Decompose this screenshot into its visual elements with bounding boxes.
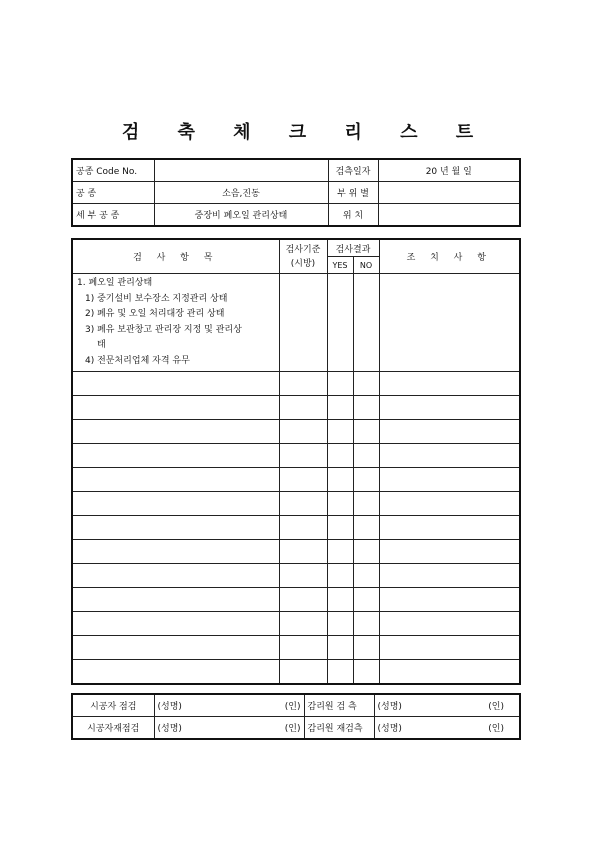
empty-cell[interactable]: [279, 540, 327, 564]
empty-cell[interactable]: [353, 444, 379, 468]
empty-cell[interactable]: [279, 444, 327, 468]
contractor-recheck-sign[interactable]: [154, 717, 304, 740]
name-label: (성명): [377, 724, 402, 734]
criteria-header-line2: (시방): [290, 258, 316, 269]
empty-cell[interactable]: [72, 540, 279, 564]
item-4: 4) 전문처리업체 자격 유무: [85, 355, 190, 366]
empty-cell[interactable]: [327, 588, 353, 612]
supervisor-check-sign[interactable]: [374, 694, 520, 717]
empty-cell[interactable]: [379, 372, 520, 396]
no-cell[interactable]: [353, 274, 379, 372]
item-2: 2) 폐유 및 오일 처리대장 관리 상태: [85, 309, 225, 319]
supervisor-recheck-sign[interactable]: [374, 717, 520, 740]
empty-cell[interactable]: [379, 564, 520, 588]
table-row: [72, 516, 520, 540]
empty-cell[interactable]: [279, 396, 327, 420]
contractor-check-label: 시공자 점검: [72, 694, 154, 717]
date-label: 검측일자: [328, 159, 378, 182]
contractor-check-sign[interactable]: [154, 694, 304, 717]
empty-cell[interactable]: [327, 540, 353, 564]
empty-cell[interactable]: [353, 516, 379, 540]
empty-cell[interactable]: [379, 636, 520, 660]
empty-cell[interactable]: [327, 372, 353, 396]
empty-cell[interactable]: [72, 372, 279, 396]
empty-cell[interactable]: [279, 636, 327, 660]
part-field[interactable]: [378, 182, 520, 204]
table-row: [72, 612, 520, 636]
location-label: 위 치: [328, 204, 378, 227]
empty-cell[interactable]: [379, 468, 520, 492]
empty-cell[interactable]: [327, 420, 353, 444]
empty-cell[interactable]: [72, 636, 279, 660]
empty-cell[interactable]: [72, 660, 279, 685]
empty-cell[interactable]: [72, 588, 279, 612]
empty-cell[interactable]: [327, 636, 353, 660]
detail-type-label: 세 부 공 종: [72, 204, 154, 227]
items-header: 검 사 항 목: [72, 239, 279, 274]
empty-cell[interactable]: [279, 588, 327, 612]
table-row: [72, 492, 520, 516]
table-row: [72, 372, 520, 396]
result-header: 검사결과: [327, 239, 379, 257]
table-row: [72, 396, 520, 420]
yes-cell[interactable]: [327, 274, 353, 372]
empty-cell[interactable]: [353, 588, 379, 612]
table-row: [72, 564, 520, 588]
item-1: 1) 중기설비 보수장소 지정관리 상태: [85, 293, 228, 304]
table-row: [72, 660, 520, 685]
empty-cell[interactable]: [279, 516, 327, 540]
table-row: [72, 444, 520, 468]
empty-cell[interactable]: [379, 516, 520, 540]
part-label: 부 위 별: [328, 182, 378, 204]
name-label: (성명): [377, 702, 402, 712]
empty-cell[interactable]: [72, 516, 279, 540]
yes-header: YES: [327, 257, 353, 274]
supervisor-recheck-label: 감리원 재검측: [304, 717, 374, 740]
code-label: 공종 Code No.: [72, 159, 154, 182]
empty-cell[interactable]: [353, 396, 379, 420]
name-label: (성명): [157, 724, 182, 734]
seal-label: (인): [284, 702, 301, 712]
empty-cell[interactable]: [279, 492, 327, 516]
inspection-table: [71, 238, 521, 685]
empty-cell[interactable]: [72, 468, 279, 492]
empty-cell[interactable]: [327, 660, 353, 685]
empty-cell[interactable]: [279, 612, 327, 636]
empty-cell[interactable]: [327, 564, 353, 588]
empty-cell[interactable]: [327, 516, 353, 540]
action-cell[interactable]: [379, 274, 520, 372]
work-type-label: 공 종: [72, 182, 154, 204]
signature-table: [71, 693, 521, 740]
criteria-header-line1: 검사기준: [285, 244, 321, 255]
empty-cell[interactable]: [327, 468, 353, 492]
contractor-recheck-label: 시공자재점검: [72, 717, 154, 740]
empty-cell[interactable]: [379, 612, 520, 636]
table-row: [72, 636, 520, 660]
table-row: [72, 540, 520, 564]
empty-cell[interactable]: [353, 468, 379, 492]
criteria-cell[interactable]: [279, 274, 327, 372]
table-row: [72, 420, 520, 444]
empty-cell[interactable]: [353, 612, 379, 636]
empty-cell[interactable]: [72, 420, 279, 444]
item-3: 3) 폐유 보관창고 관리장 지정 및 관리상: [85, 324, 242, 335]
criteria-header: [279, 239, 327, 274]
empty-cell[interactable]: [279, 420, 327, 444]
empty-cell[interactable]: [353, 492, 379, 516]
item-3-cont: 태: [97, 340, 106, 350]
empty-cell[interactable]: [353, 540, 379, 564]
empty-cell[interactable]: [353, 564, 379, 588]
code-field[interactable]: [154, 159, 328, 182]
empty-cell[interactable]: [327, 492, 353, 516]
table-row: [72, 588, 520, 612]
empty-cell[interactable]: [379, 420, 520, 444]
info-table: [71, 158, 521, 227]
page-title: 검 축 체 크 리 스 트: [121, 122, 490, 143]
seal-label: (인): [488, 702, 504, 712]
empty-cell[interactable]: [279, 468, 327, 492]
empty-cell[interactable]: [327, 396, 353, 420]
empty-cell[interactable]: [379, 492, 520, 516]
items-cell: [72, 274, 279, 372]
empty-cell[interactable]: [72, 396, 279, 420]
empty-cell[interactable]: [279, 660, 327, 685]
empty-cell[interactable]: [353, 420, 379, 444]
empty-cell[interactable]: [379, 588, 520, 612]
date-field[interactable]: 20 년 월 일: [378, 159, 520, 182]
work-type-field[interactable]: 소음,진동: [154, 182, 328, 204]
empty-cell[interactable]: [353, 636, 379, 660]
empty-cell[interactable]: [353, 660, 379, 685]
name-label: (성명): [157, 702, 182, 712]
empty-cell[interactable]: [279, 564, 327, 588]
empty-cell[interactable]: [72, 612, 279, 636]
empty-cell[interactable]: [327, 444, 353, 468]
empty-cell[interactable]: [279, 372, 327, 396]
supervisor-check-label: 감리원 검 측: [304, 694, 374, 717]
empty-cell[interactable]: [72, 444, 279, 468]
item-section: 1. 폐오일 관리상태: [77, 278, 153, 288]
no-header: NO: [353, 257, 379, 274]
empty-cell[interactable]: [379, 540, 520, 564]
empty-cell[interactable]: [72, 564, 279, 588]
empty-cell[interactable]: [379, 660, 520, 685]
seal-label: (인): [488, 724, 504, 734]
action-header: 조 치 사 항: [379, 239, 520, 274]
empty-cell[interactable]: [379, 396, 520, 420]
empty-cell[interactable]: [327, 612, 353, 636]
empty-cell[interactable]: [379, 444, 520, 468]
table-row: [72, 468, 520, 492]
empty-cell[interactable]: [72, 492, 279, 516]
empty-cell[interactable]: [353, 372, 379, 396]
seal-label: (인): [284, 724, 301, 734]
detail-type-field[interactable]: 중장비 폐오일 관리상태: [154, 204, 328, 227]
location-field[interactable]: [378, 204, 520, 227]
